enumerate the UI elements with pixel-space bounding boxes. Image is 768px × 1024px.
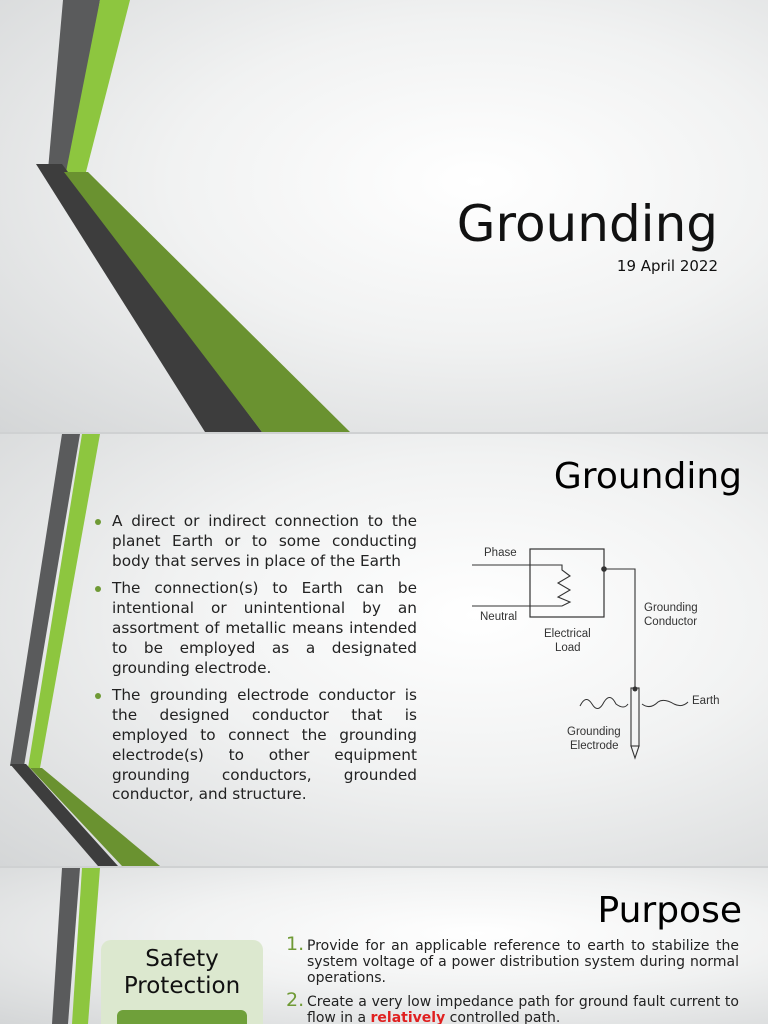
load-label-line2: Load [555,642,581,654]
electrode-label-line1: Grounding [567,726,621,738]
purpose-list [286,933,739,1024]
neutral-label: Neutral [480,611,518,623]
title-slide [0,0,768,432]
purpose-slide [0,868,768,1024]
emphasis-text: relatively [370,1010,446,1024]
grounding-diagram [468,536,738,766]
list-item: The grounding electrode conductor is the designed conductor that is employed to connect the grounding electrode(s) to other equipment grounding conductors, grounded conductor, and structure. [94,686,417,805]
list-item: A direct or indirect connection to the planet Earth or to some conducting body that serves in place of the Earth [94,512,417,571]
bullet-icon [95,519,101,525]
item-number: 1. [286,933,305,955]
load-label-line1: Electrical [544,628,591,640]
earth-label: Earth [692,695,720,707]
phase-label: Phase [484,547,517,559]
safety-protection-box [101,940,263,1024]
date-label: 19 April 2022 [616,257,718,275]
page-title: Grounding [456,195,718,253]
list-item: 1. Provide for an applicable reference to earth to stabilize the system voltage of a power distribution system during normal operations. [286,933,739,986]
box-label-line1: Safety [145,946,219,972]
slide-title: Grounding [553,456,742,497]
list-item: 2. Create a very low impedance path for ground fault current to flow in a relatively controlled path. [286,989,739,1024]
list-item: The connection(s) to Earth can be intentional or unintentional by an assortment of metallic means intended to be employed as a designated grounding electrode. [94,579,417,678]
conductor-label-line1: Grounding [644,602,698,614]
slide-title: Purpose [597,890,742,931]
item-number: 2. [286,989,305,1011]
bullet-list [94,512,417,813]
bullet-icon [95,586,101,592]
electrode-label-line2: Electrode [570,740,619,752]
box-label-line2: Protection [123,973,241,999]
bullet-icon [95,693,101,699]
green-bar [117,1010,247,1024]
definition-slide [0,434,768,866]
conductor-label-line2: Conductor [644,616,698,628]
